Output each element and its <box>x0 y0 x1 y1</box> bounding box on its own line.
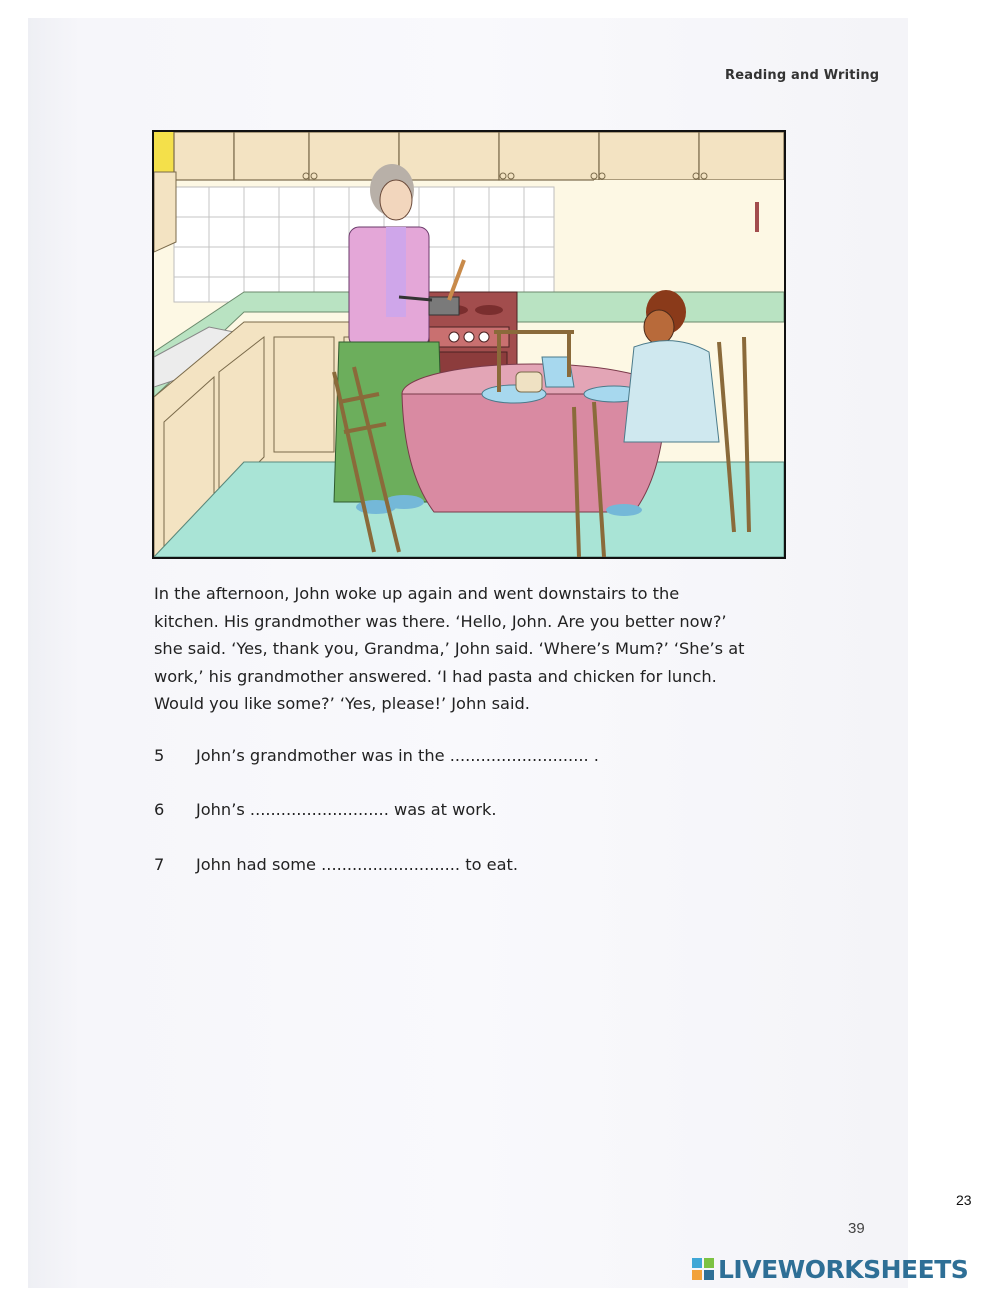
question-6[interactable] <box>154 800 496 819</box>
page-number: 39 <box>848 1220 865 1237</box>
passage-line: she said. ‘Yes, thank you, Grandma,’ John said. ‘Where’s Mum?’ ‘She’s at <box>154 639 745 659</box>
question-text[interactable]: John had some ........................... to eat. <box>196 855 518 874</box>
passage-line: Would you like some?’ ‘Yes, please!’ John said. <box>154 694 530 714</box>
logo-squares-icon <box>692 1258 714 1280</box>
passage-line: work,’ his grandmother answered. ‘I had pasta and chicken for lunch. <box>154 666 717 686</box>
question-5[interactable] <box>154 746 599 765</box>
question-number: 5 <box>154 746 165 765</box>
question-text[interactable]: John’s ........................... was at work. <box>196 800 497 819</box>
liveworksheets-logo[interactable] <box>692 1254 968 1284</box>
reading-passage <box>154 580 794 718</box>
question-number: 6 <box>154 800 165 819</box>
passage-line: In the afternoon, John woke up again and went downstairs to the <box>154 584 680 603</box>
question-number: 7 <box>154 855 165 874</box>
question-7[interactable] <box>154 855 518 874</box>
kitchen-illustration <box>152 130 786 559</box>
section-header: Reading and Writing <box>725 68 880 83</box>
passage-line: kitchen. His grandmother was there. ‘Hello, John. Are you better now?’ <box>154 611 727 631</box>
brand-name: LIVEWORKSHEETS <box>718 1254 969 1284</box>
worksheet-page-counter: 23 <box>956 1192 972 1208</box>
question-text[interactable]: John’s grandmother was in the ........................... . <box>196 746 599 765</box>
